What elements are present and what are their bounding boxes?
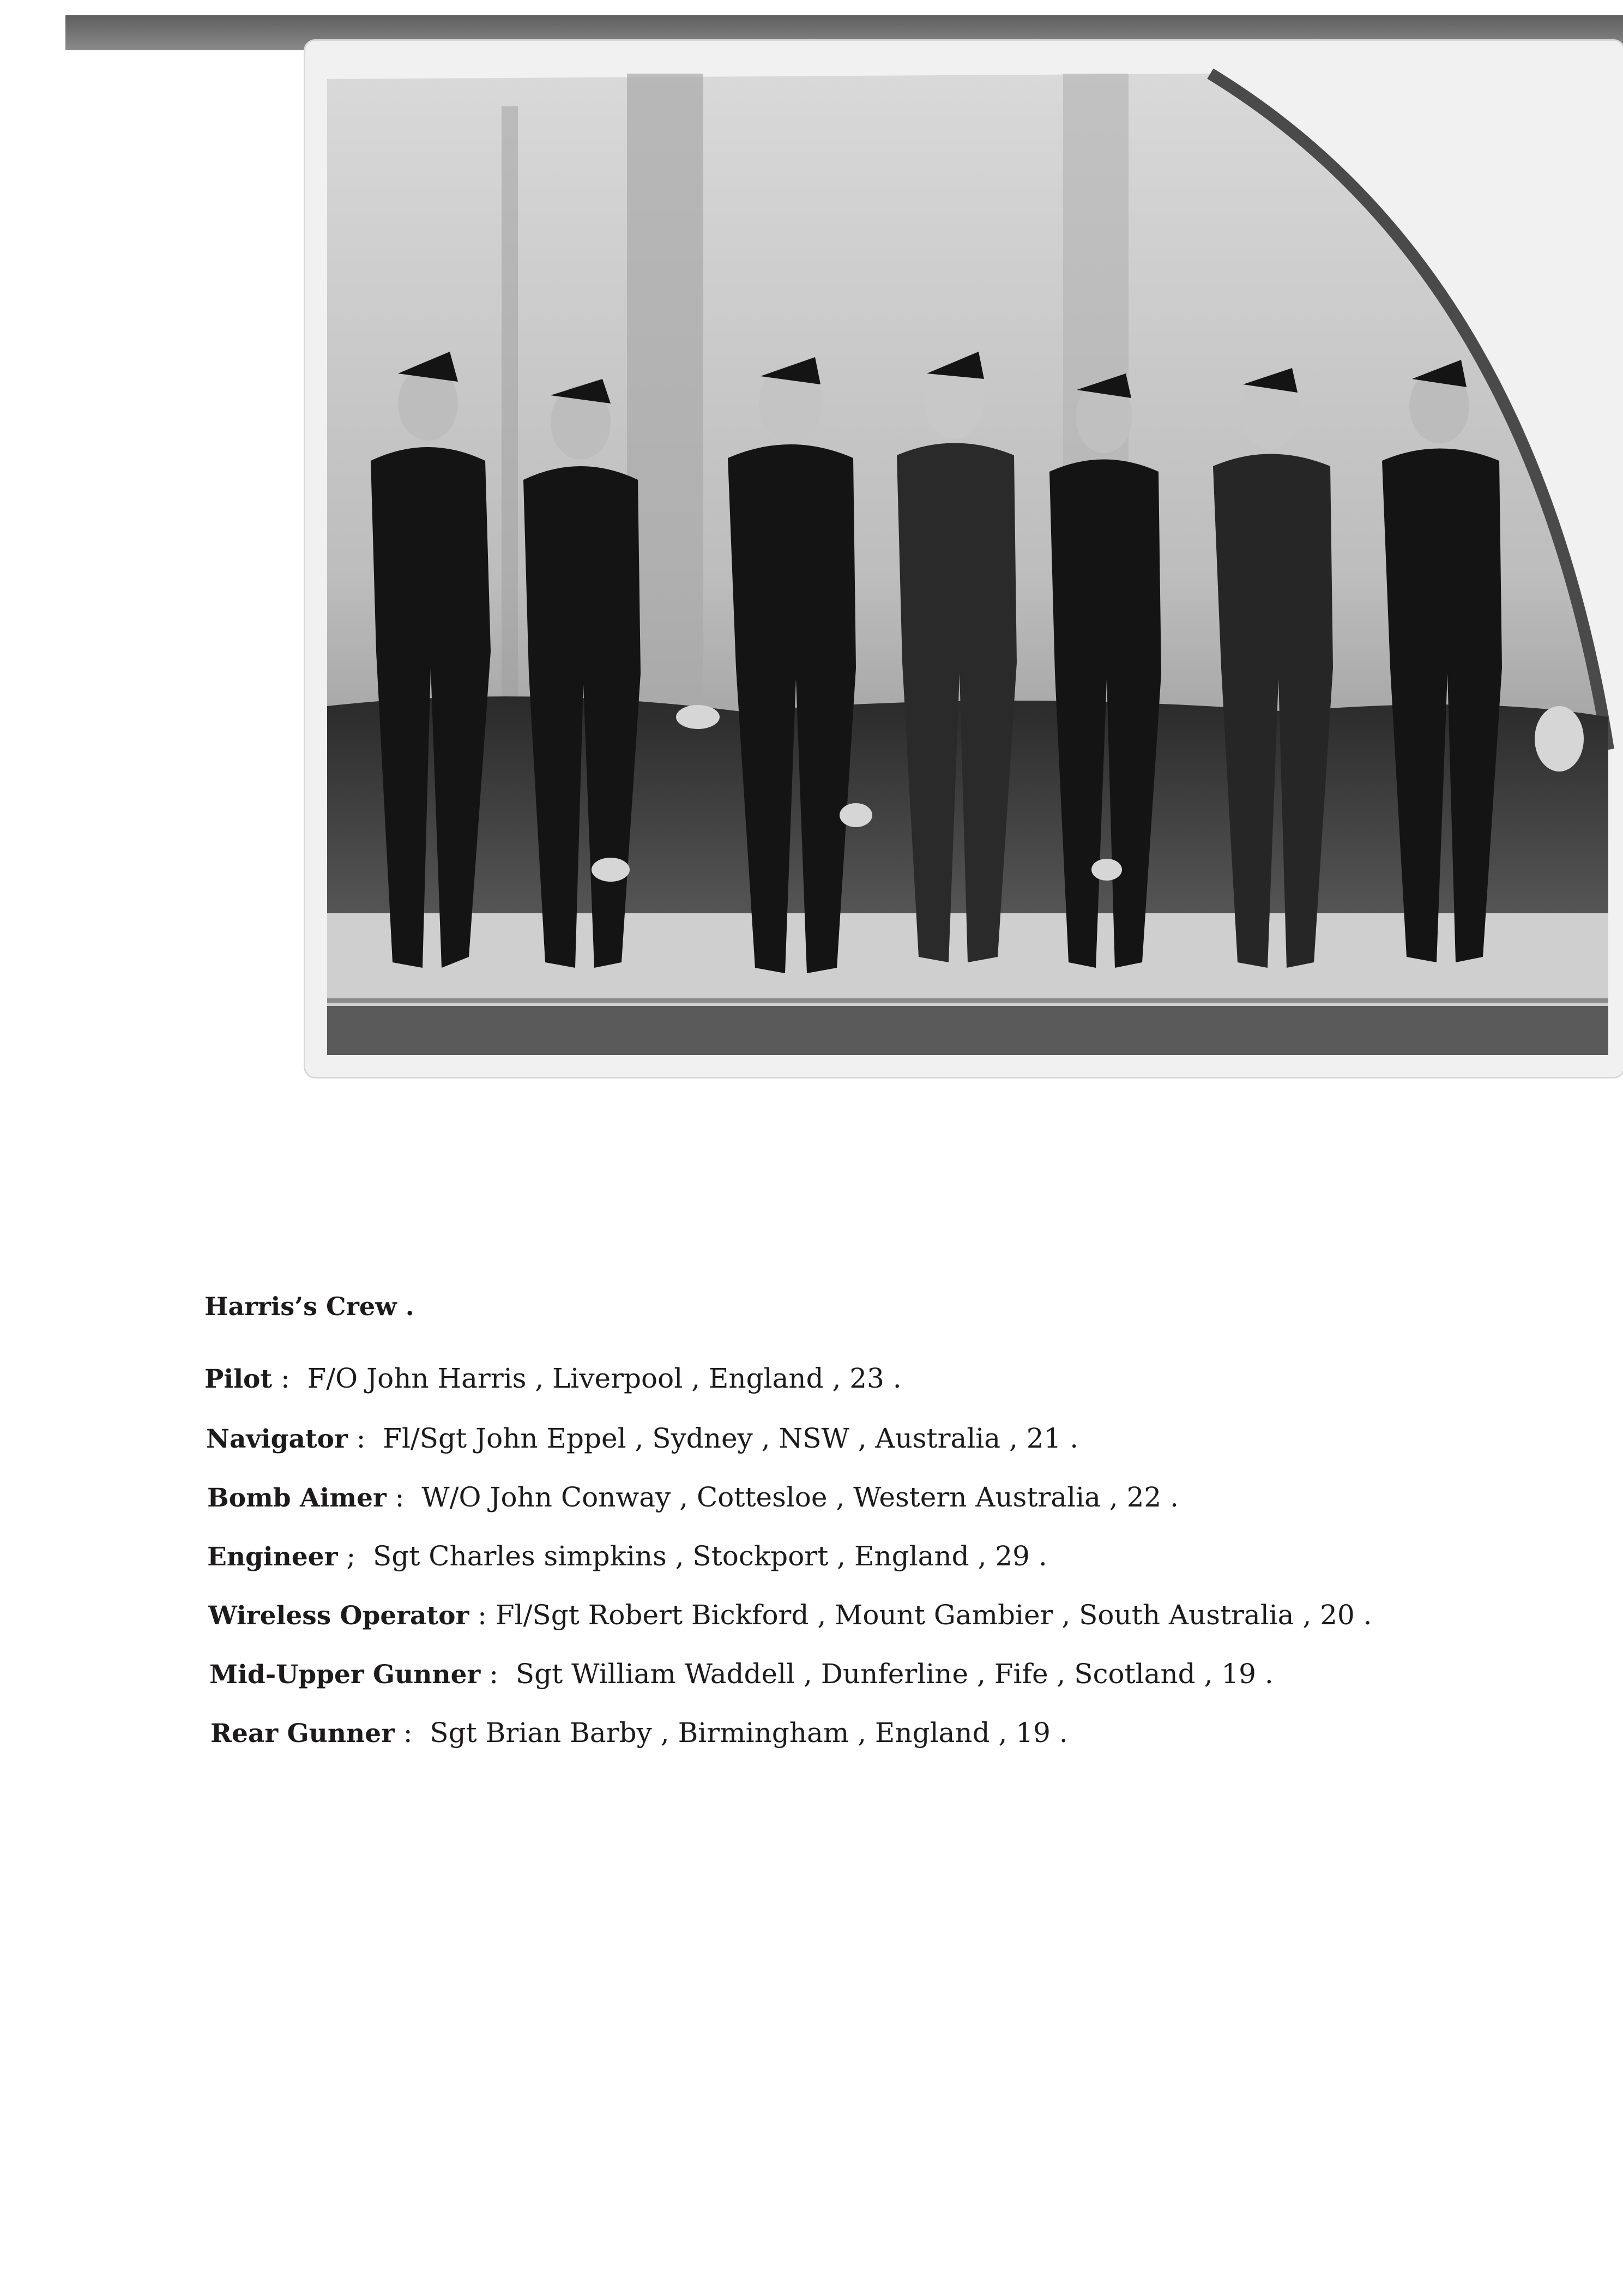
crew-details: W/O John Conway , Cottesloe , Western Australia , 22 . [421,1481,1179,1513]
crew-separator: : [394,1717,430,1749]
crew-details: Sgt Charles simpkins , Stockport , England , 29 . [372,1540,1047,1572]
crew-role: Mid-Upper Gunner [209,1660,481,1690]
crew-entry [204,1362,902,1396]
crew-entry [210,1716,1068,1750]
crew-photo-image [305,41,1623,1077]
crew-separator: : [480,1658,516,1690]
crew-separator: : [386,1481,422,1513]
crew-separator: : [469,1599,496,1631]
crew-role: Rear Gunner [210,1719,395,1749]
caption-title: Harris’s Crew . [204,1292,414,1321]
crew-details: Fl/Sgt John Eppel , Sydney , NSW , Australia , 21 . [383,1423,1079,1454]
crew-photo [305,41,1623,1077]
crew-separator: : [347,1423,383,1454]
crew-role: Navigator [206,1424,348,1454]
crew-entry [206,1422,1078,1456]
crew-entry [209,1658,1274,1691]
crew-caption [204,1291,1567,1749]
crew-separator: : [272,1363,307,1394]
crew-role: Pilot [204,1364,273,1394]
crew-role: Bomb Aimer [207,1483,387,1513]
crew-separator: ; [337,1540,373,1572]
crew-role: Engineer [207,1542,338,1572]
crew-details: Sgt Brian Barby , Birmingham , England , 19 . [430,1717,1068,1749]
crew-role: Wireless Operator [208,1601,469,1631]
crew-entry [208,1599,1372,1632]
crew-entry [207,1540,1047,1574]
crew-details: F/O John Harris , Liverpool , England , 23 . [307,1363,902,1394]
crew-details: Fl/Sgt Robert Bickford , Mount Gambier , South Australia , 20 . [495,1599,1372,1631]
crew-details: Sgt William Waddell , Dunferline , Fife , Scotland , 19 . [515,1658,1274,1690]
crew-entry [207,1481,1179,1515]
